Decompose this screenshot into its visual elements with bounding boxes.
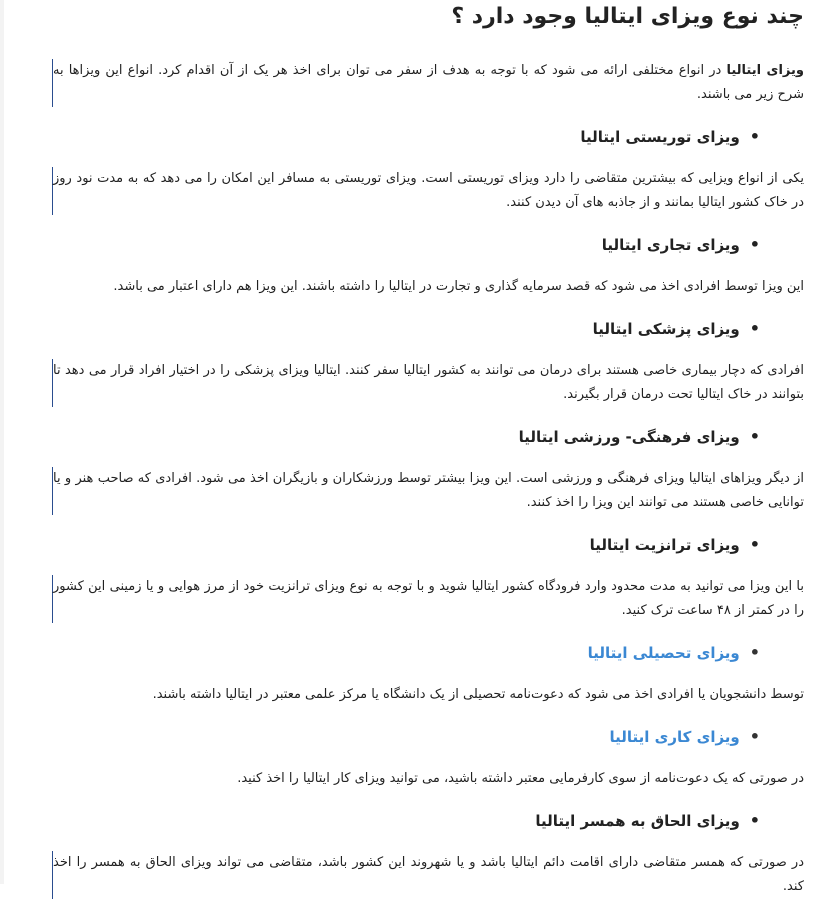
intro-keyword: ویزای ایتالیا bbox=[726, 63, 804, 78]
bullet-icon: • bbox=[749, 643, 760, 662]
heading-business-visa bbox=[52, 233, 804, 257]
heading-text: ویزای توریستی ایتالیا bbox=[580, 128, 740, 146]
heading-work-visa[interactable] bbox=[52, 725, 804, 749]
heading-text: ویزای ترانزیت ایتالیا bbox=[589, 536, 740, 554]
intro-paragraph bbox=[52, 59, 804, 107]
paragraph-transit-visa: با این ویزا می توانید به مدت محدود وارد فرودگاه کشور ایتالیا شوید و با توجه به نوع ویزای ترانزیت خود از مرز هوایی و یا زمینی این کشور را در کمتر از ۴۸ ساعت ترک کنید. bbox=[52, 575, 804, 623]
heading-spouse-visa bbox=[52, 809, 804, 833]
page-title: چند نوع ویزای ایتالیا وجود دارد ؟ bbox=[451, 4, 804, 29]
paragraph-cultural-sports-visa: از دیگر ویزاهای ایتالیا ویزای فرهنگی و ورزشی است. این ویزا بیشتر توسط ورزشکاران و بازیگران اخذ می شود. افرادی که صاحب هنر و یا توانایی خاصی هستند می توانند این ویزا را اخذ کنند. bbox=[52, 467, 804, 515]
bullet-icon: • bbox=[749, 535, 760, 554]
paragraph-work-visa: در صورتی که یک دعوت‌نامه از سوی کارفرمایی معتبر داشته باشید، می توانید ویزای کار ایتالیا را اخذ کنید. bbox=[237, 771, 804, 786]
heading-text: ویزای الحاق به همسر ایتالیا bbox=[535, 812, 740, 830]
heading-study-visa[interactable] bbox=[52, 641, 804, 665]
article bbox=[52, 0, 804, 899]
paragraph-tourist-visa: یکی از انواع ویزایی که بیشترین متقاضی را دارد ویزای توریستی است. ویزای توریستی به مسافر این امکان را می دهد که به مدت نود روز در خاک کشور ایتالیا بمانند و از جاذبه های آن دیدن کنند. bbox=[52, 167, 804, 215]
heading-cultural-sports-visa bbox=[52, 425, 804, 449]
bullet-icon: • bbox=[749, 811, 760, 830]
heading-text: ویزای تجاری ایتالیا bbox=[601, 236, 740, 254]
heading-medical-visa bbox=[52, 317, 804, 341]
paragraph-study-visa: توسط دانشجویان یا افرادی اخذ می شود که دعوت‌نامه تحصیلی از یک دانشگاه یا مرکز علمی معتبر در ایتالیا داشته باشند. bbox=[152, 687, 804, 702]
bullet-icon: • bbox=[749, 319, 760, 338]
intro-text: در انواع مختلفی ارائه می شود که با توجه به هدف از سفر می توان برای اخذ هر یک از آن اقدام کرد. انواع این ویزاها به شرح زیر می باشند. bbox=[53, 63, 804, 102]
heading-transit-visa bbox=[52, 533, 804, 557]
bullet-icon: • bbox=[749, 427, 760, 446]
heading-tourist-visa bbox=[52, 125, 804, 149]
bullet-icon: • bbox=[749, 727, 760, 746]
left-border bbox=[0, 0, 4, 884]
paragraph-spouse-visa: در صورتی که همسر متقاضی دارای اقامت دائم ایتالیا باشد و یا شهروند این کشور باشد، متقاضی می تواند ویزای الحاق به همسر را اخذ کند. bbox=[52, 851, 804, 899]
work-visa-link[interactable]: ویزای کاری ایتالیا bbox=[609, 728, 740, 746]
paragraph-medical-visa: افرادی که دچار بیماری خاصی هستند برای درمان می توانند به کشور ایتالیا سفر کنند. ایتالیا ویزای پزشکی را در اختیار افراد قرار می دهد تا بتوانند در خاک ایتالیا تحت درمان قرار بگیرند. bbox=[52, 359, 804, 407]
bullet-icon: • bbox=[749, 235, 760, 254]
paragraph-business-visa: این ویزا توسط افرادی اخذ می شود که قصد سرمایه گذاری و تجارت در ایتالیا را داشته باشند. این ویزا هم دارای اعتبار می باشد. bbox=[113, 279, 804, 294]
study-visa-link[interactable]: ویزای تحصیلی ایتالیا bbox=[587, 644, 740, 662]
bullet-icon: • bbox=[749, 127, 760, 146]
heading-text: ویزای پزشکی ایتالیا bbox=[592, 320, 740, 338]
heading-text: ویزای فرهنگی- ورزشی ایتالیا bbox=[518, 428, 740, 446]
